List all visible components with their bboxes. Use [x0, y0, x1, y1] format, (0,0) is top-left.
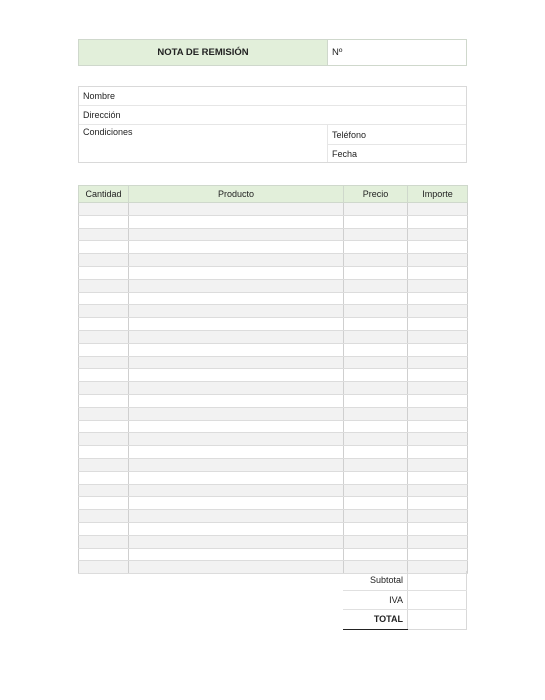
amount-cell[interactable]	[408, 292, 468, 305]
amount-cell[interactable]	[408, 330, 468, 343]
column-header-amount: Importe	[408, 186, 468, 203]
price-cell[interactable]	[344, 305, 408, 318]
product-cell[interactable]	[129, 458, 344, 471]
quantity-cell[interactable]	[79, 484, 129, 497]
table-row	[79, 254, 468, 267]
product-cell[interactable]	[129, 471, 344, 484]
tax-value-cell[interactable]	[408, 590, 467, 610]
amount-cell[interactable]	[408, 241, 468, 254]
quantity-cell[interactable]	[79, 318, 129, 331]
price-cell[interactable]	[344, 369, 408, 382]
column-header-quantity: Cantidad	[79, 186, 129, 203]
quantity-cell[interactable]	[79, 356, 129, 369]
products-table	[78, 185, 468, 574]
amount-cell[interactable]	[408, 522, 468, 535]
date-label: Fecha	[332, 148, 358, 159]
total-value-cell[interactable]	[408, 610, 467, 630]
price-cell[interactable]	[344, 471, 408, 484]
amount-cell[interactable]	[408, 305, 468, 318]
product-cell[interactable]	[129, 318, 344, 331]
amount-cell[interactable]	[408, 407, 468, 420]
quantity-cell[interactable]	[79, 561, 129, 574]
table-row	[79, 215, 468, 228]
quantity-cell[interactable]	[79, 394, 129, 407]
product-cell[interactable]	[129, 446, 344, 459]
table-row	[79, 305, 468, 318]
quantity-cell[interactable]	[79, 266, 129, 279]
product-cell[interactable]	[129, 484, 344, 497]
quantity-cell[interactable]	[79, 215, 129, 228]
amount-cell[interactable]	[408, 548, 468, 561]
subtotal-value-cell[interactable]	[408, 571, 467, 590]
quantity-cell[interactable]	[79, 420, 129, 433]
price-cell[interactable]	[344, 535, 408, 548]
name-label: Nombre	[83, 91, 116, 101]
price-cell[interactable]	[344, 215, 408, 228]
phone-label: Teléfono	[332, 129, 367, 140]
product-cell[interactable]	[129, 305, 344, 318]
table-row	[79, 471, 468, 484]
amount-cell[interactable]	[408, 254, 468, 267]
table-row	[79, 241, 468, 254]
phone-field[interactable]	[328, 125, 466, 145]
address-field[interactable]	[79, 106, 466, 125]
document-number-label: Nº	[332, 47, 343, 58]
quantity-cell[interactable]	[79, 433, 129, 446]
price-cell[interactable]	[344, 433, 408, 446]
price-cell[interactable]	[344, 356, 408, 369]
quantity-cell[interactable]	[79, 343, 129, 356]
product-cell[interactable]	[129, 203, 344, 216]
contact-fields	[327, 125, 466, 162]
product-cell[interactable]	[129, 535, 344, 548]
table-row	[79, 279, 468, 292]
table-row	[79, 497, 468, 510]
quantity-cell[interactable]	[79, 407, 129, 420]
quantity-cell[interactable]	[79, 458, 129, 471]
quantity-cell[interactable]	[79, 254, 129, 267]
amount-cell[interactable]	[408, 215, 468, 228]
amount-cell[interactable]	[408, 446, 468, 459]
product-cell[interactable]	[129, 330, 344, 343]
quantity-cell[interactable]	[79, 292, 129, 305]
subtotal-row	[343, 571, 467, 590]
price-cell[interactable]	[344, 241, 408, 254]
amount-cell[interactable]	[408, 203, 468, 216]
quantity-cell[interactable]	[79, 305, 129, 318]
document-title: NOTA DE REMISIÓN	[79, 40, 328, 65]
quantity-cell[interactable]	[79, 522, 129, 535]
table-row	[79, 535, 468, 548]
table-row	[79, 318, 468, 331]
amount-cell[interactable]	[408, 510, 468, 523]
amount-cell[interactable]	[408, 343, 468, 356]
price-cell[interactable]	[344, 203, 408, 216]
amount-cell[interactable]	[408, 484, 468, 497]
date-field[interactable]	[328, 144, 466, 163]
quantity-cell[interactable]	[79, 548, 129, 561]
amount-cell[interactable]	[408, 369, 468, 382]
client-info-block	[78, 86, 467, 163]
table-row	[79, 382, 468, 395]
price-cell[interactable]	[344, 382, 408, 395]
price-cell[interactable]	[344, 279, 408, 292]
product-cell[interactable]	[129, 292, 344, 305]
quantity-cell[interactable]	[79, 535, 129, 548]
product-cell[interactable]	[129, 356, 344, 369]
quantity-cell[interactable]	[79, 382, 129, 395]
table-row	[79, 394, 468, 407]
product-cell[interactable]	[129, 228, 344, 241]
product-cell[interactable]	[129, 394, 344, 407]
amount-cell[interactable]	[408, 279, 468, 292]
product-cell[interactable]	[129, 433, 344, 446]
product-cell[interactable]	[129, 215, 344, 228]
price-cell[interactable]	[344, 446, 408, 459]
amount-cell[interactable]	[408, 382, 468, 395]
quantity-cell[interactable]	[79, 279, 129, 292]
quantity-cell[interactable]	[79, 510, 129, 523]
product-cell[interactable]	[129, 369, 344, 382]
amount-cell[interactable]	[408, 458, 468, 471]
price-cell[interactable]	[344, 484, 408, 497]
price-cell[interactable]	[344, 254, 408, 267]
quantity-cell[interactable]	[79, 369, 129, 382]
column-header-product: Producto	[129, 186, 344, 203]
quantity-cell[interactable]	[79, 241, 129, 254]
product-cell[interactable]	[129, 548, 344, 561]
amount-cell[interactable]	[408, 433, 468, 446]
amount-cell[interactable]	[408, 318, 468, 331]
product-cell[interactable]	[129, 522, 344, 535]
table-row	[79, 484, 468, 497]
price-cell[interactable]	[344, 343, 408, 356]
amount-cell[interactable]	[408, 394, 468, 407]
amount-cell[interactable]	[408, 420, 468, 433]
price-cell[interactable]	[344, 292, 408, 305]
table-row	[79, 420, 468, 433]
total-row	[343, 610, 467, 630]
product-cell[interactable]	[129, 241, 344, 254]
product-cell[interactable]	[129, 407, 344, 420]
table-row	[79, 356, 468, 369]
table-row	[79, 343, 468, 356]
quantity-cell[interactable]	[79, 228, 129, 241]
quantity-cell[interactable]	[79, 203, 129, 216]
price-cell[interactable]	[344, 394, 408, 407]
table-row	[79, 522, 468, 535]
product-cell[interactable]	[129, 510, 344, 523]
subtotal-label: Subtotal	[343, 571, 408, 590]
conditions-label: Condiciones	[83, 127, 133, 137]
product-cell[interactable]	[129, 382, 344, 395]
table-row	[79, 369, 468, 382]
product-cell[interactable]	[129, 343, 344, 356]
price-cell[interactable]	[344, 420, 408, 433]
product-cell[interactable]	[129, 254, 344, 267]
table-row	[79, 330, 468, 343]
tax-row	[343, 590, 467, 610]
product-cell[interactable]	[129, 420, 344, 433]
price-cell[interactable]	[344, 522, 408, 535]
quantity-cell[interactable]	[79, 471, 129, 484]
price-cell[interactable]	[344, 407, 408, 420]
products-header-row	[79, 186, 468, 203]
table-row	[79, 510, 468, 523]
amount-cell[interactable]	[408, 266, 468, 279]
document-header	[78, 39, 467, 66]
price-cell[interactable]	[344, 228, 408, 241]
product-cell[interactable]	[129, 266, 344, 279]
price-cell[interactable]	[344, 458, 408, 471]
amount-cell[interactable]	[408, 228, 468, 241]
tax-label: IVA	[343, 590, 408, 610]
price-cell[interactable]	[344, 510, 408, 523]
document-number-field[interactable]	[328, 40, 466, 65]
price-cell[interactable]	[344, 266, 408, 279]
address-label: Dirección	[83, 110, 121, 120]
table-row	[79, 548, 468, 561]
name-field[interactable]	[79, 87, 466, 106]
amount-cell[interactable]	[408, 356, 468, 369]
product-cell[interactable]	[129, 561, 344, 574]
table-row	[79, 446, 468, 459]
price-cell[interactable]	[344, 330, 408, 343]
quantity-cell[interactable]	[79, 446, 129, 459]
amount-cell[interactable]	[408, 535, 468, 548]
quantity-cell[interactable]	[79, 330, 129, 343]
price-cell[interactable]	[344, 548, 408, 561]
table-row	[79, 292, 468, 305]
product-cell[interactable]	[129, 279, 344, 292]
table-row	[79, 458, 468, 471]
price-cell[interactable]	[344, 318, 408, 331]
total-label: TOTAL	[343, 610, 408, 630]
quantity-cell[interactable]	[79, 497, 129, 510]
product-cell[interactable]	[129, 497, 344, 510]
table-row	[79, 407, 468, 420]
totals-table	[343, 571, 467, 630]
amount-cell[interactable]	[408, 497, 468, 510]
table-row	[79, 228, 468, 241]
column-header-price: Precio	[344, 186, 408, 203]
amount-cell[interactable]	[408, 471, 468, 484]
table-row	[79, 203, 468, 216]
price-cell[interactable]	[344, 497, 408, 510]
table-row	[79, 266, 468, 279]
products-body	[79, 203, 468, 574]
table-row	[79, 433, 468, 446]
